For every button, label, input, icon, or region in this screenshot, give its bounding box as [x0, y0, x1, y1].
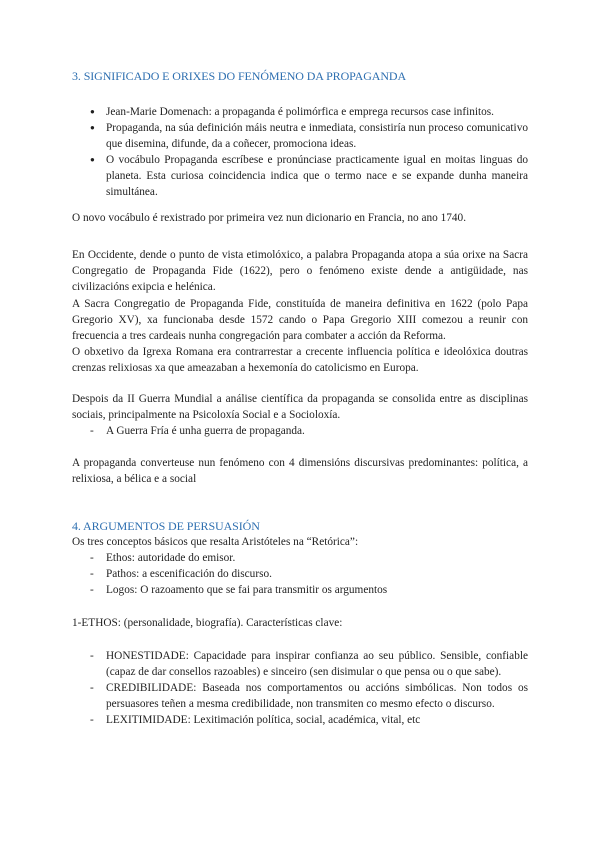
list-item: ● Jean-Marie Domenach: a propaganda é polimórfica e emprega recursos case infinitos. — [90, 106, 495, 118]
section-4-heading: 4. ARGUMENTOS DE PERSUASIÓN — [72, 519, 260, 533]
dash-icon: - — [90, 568, 94, 580]
dash-icon: - — [90, 650, 94, 662]
paragraph: Os tres conceptos básicos que resalta Aristóteles na “Retórica”: — [72, 536, 359, 548]
dash-icon: - — [90, 682, 94, 694]
dash-icon: - — [90, 425, 94, 437]
bullet-icon: ● — [90, 123, 95, 132]
list-item: - HONESTIDADE: Capacidade para inspirar confianza ao seu público. Sensible, confiable (capaz de dar consellos razoables) e sinceiro (sen disimular o que pensa ou o que sabe). — [90, 650, 528, 678]
list-item: - LEXITIMIDADE: Lexitimación política, social, académica, vital, etc — [90, 714, 421, 726]
section-3-heading: 3. SIGNIFICADO E ORIXES DO FENÓMENO DA PROPAGANDA — [72, 69, 407, 83]
bullet-icon: ● — [90, 155, 95, 164]
characteristics-list — [72, 648, 528, 728]
list-item: - CREDIBILIDADE: Baseada nos comportamentos ou accións simbólicas. Non todos os persuasores teñen a mesma credibilidade, non transmiten co mesmo efecto o discurso. — [90, 682, 528, 710]
paragraph: O novo vocábulo é rexistrado por primeira vez nun dicionario en Francia, no ano 1740. — [72, 212, 467, 224]
paragraph: Despois da II Guerra Mundial a análise científica da propaganda se consolida entre as disciplinas sociais, principalmente na Psicoloxía Social e a Socioloxía. — [72, 393, 528, 421]
list-item: - A Guerra Fría é unha guerra de propaganda. — [90, 425, 305, 437]
dash-icon: - — [90, 552, 94, 564]
list-item: ● O vocábulo Propaganda escríbese e pronúnciase practicamente igual en moitas linguas do planeta. Esta curiosa coincidencia indica que o termo nace e se expande dunha maneira simultánea. — [90, 154, 528, 198]
list-item: - Logos: O razoamento que se fai para transmitir os argumentos — [90, 584, 388, 596]
paragraph: En Occidente, dende o punto de vista etimolóxico, a palabra Propaganda atopa a súa orixe na Sacra Congregatio de Propaganda Fide (1622), pero o fenómeno existe dende a antigüidade, nas civilizacións exipcia e helénica. — [72, 249, 528, 293]
dash-icon: - — [90, 584, 94, 596]
paragraph: A Sacra Congregatio de Propaganda Fide, constituída de maneira definitiva en 1622 (polo Papa Gregorio XV), xa funcionaba desde 1572 cando o Papa Gregorio XIII comezou a reunir con frecuencia a tres cardeais nunha congregación para combater a acción da Reforma. — [72, 298, 528, 342]
section-3-bullet-list — [72, 104, 528, 200]
list-item: - Pathos: a escenificación do discurso. — [90, 568, 272, 580]
paragraph: O obxetivo da Igrexa Romana era contrarrestar a crecente influencia política e ideolóxica doutras crenzas relixiosas xa que ameazaban a hexemonía do catolicismo en Europa. — [72, 346, 528, 374]
dash-icon: - — [90, 714, 94, 726]
concepts-list — [72, 550, 528, 598]
paragraph: 1-ETHOS: (personalidade, biografía). Características clave: — [72, 617, 343, 629]
list-item: ● Propaganda, na súa definición máis neutra e inmediata, consistiría nun proceso comunicativo que disemina, difunde, da a coñecer, promociona ideas. — [90, 122, 528, 150]
list-item: - Ethos: autoridade do emisor. — [90, 552, 236, 564]
paragraph: A propaganda converteuse nun fenómeno con 4 dimensións discursivas predominantes: política, a relixiosa, a bélica e a social — [72, 457, 528, 485]
bullet-icon: ● — [90, 107, 95, 116]
dash-list — [72, 423, 528, 439]
